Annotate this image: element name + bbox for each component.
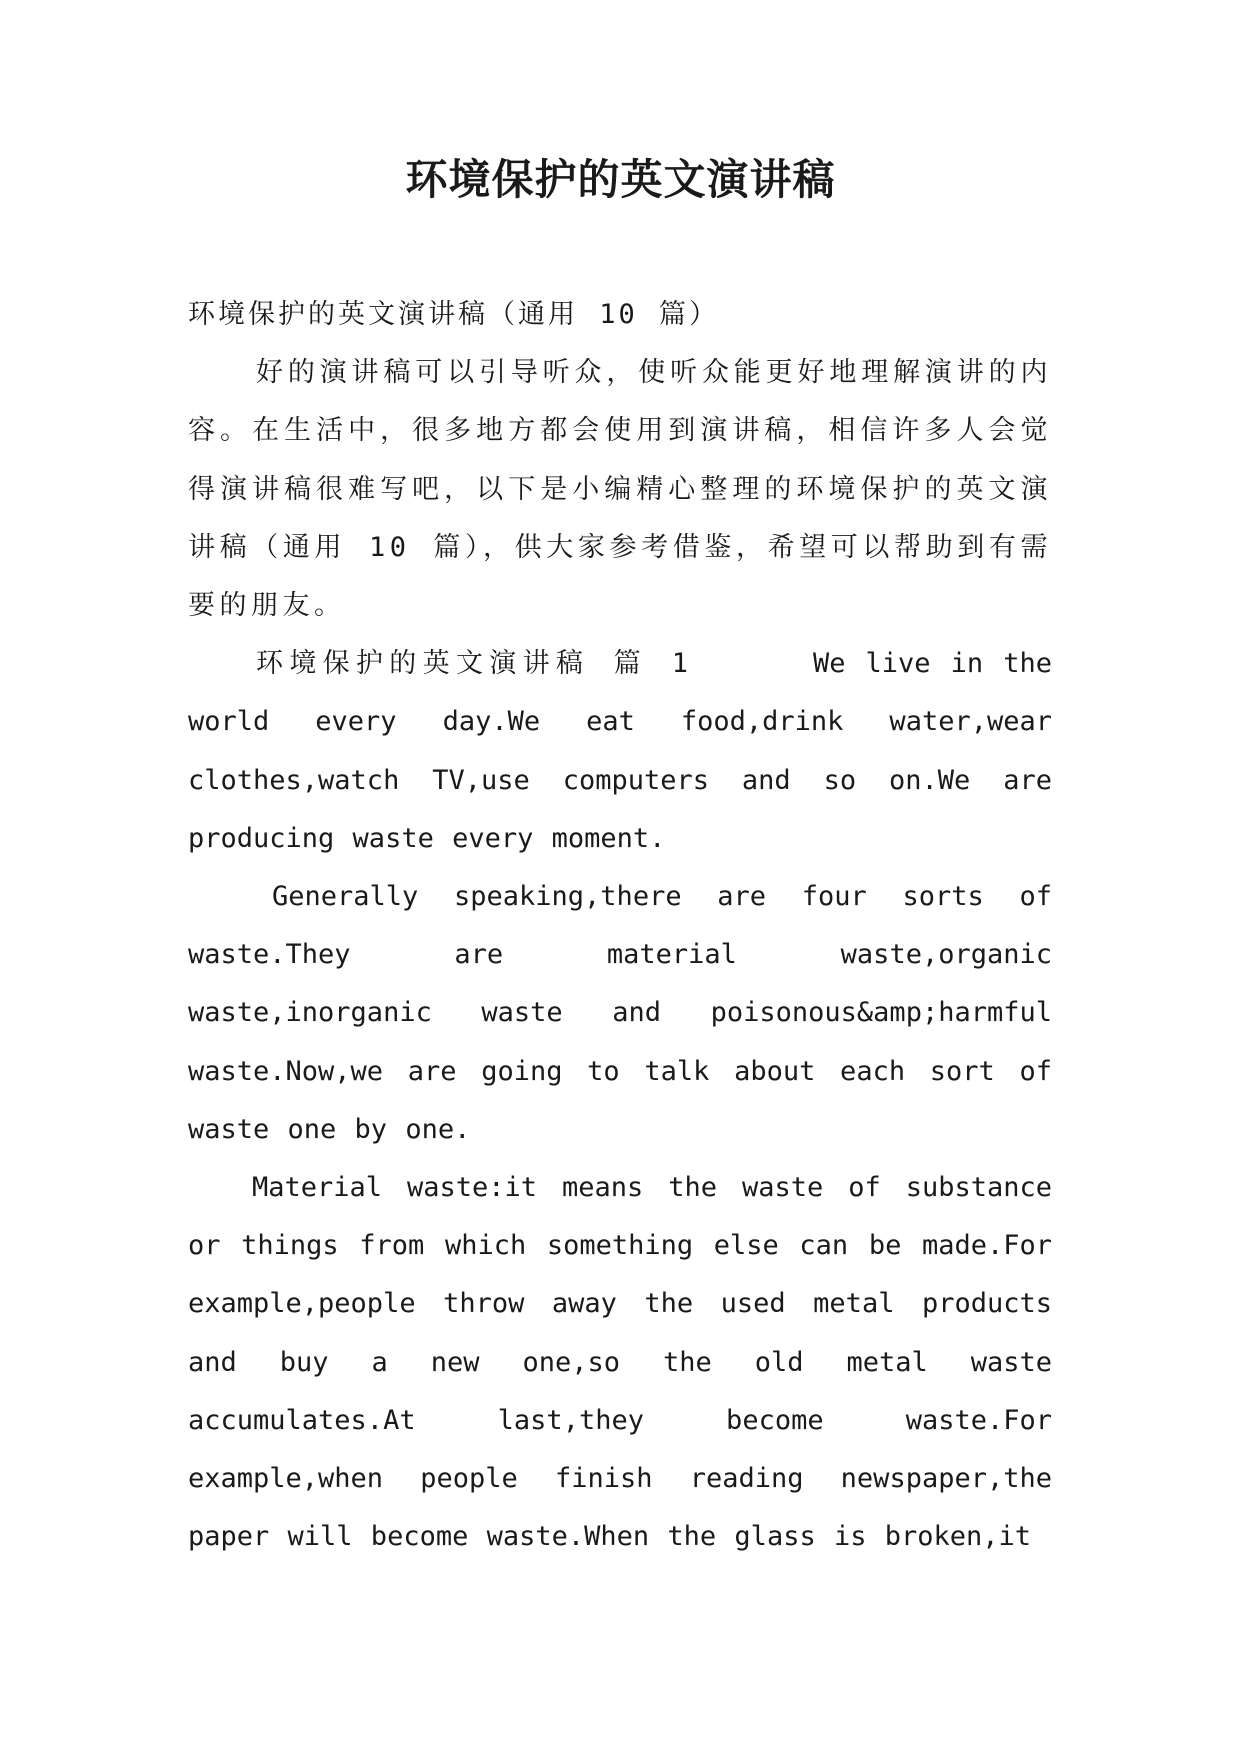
section-paragraph-1 [188,635,1052,868]
document-body [188,286,1052,1566]
document-subtitle: 环境保护的英文演讲稿（通用 10 篇） [188,299,720,330]
document-title: 环境保护的英文演讲稿 [405,155,836,204]
paragraph-3: Material waste:it means the waste of substance or things from which something else can be made.For example,people throw away the used metal products and buy a new one,so the old metal waste accumulates.At last,they become waste.For example,when people finish reading newspaper,the paper will become waste.When the glass is broken,it [188,1172,1052,1553]
paragraph-2: Generally speaking,there are four sorts of waste.They are material waste,organic waste,inorganic waste and poisonous&amp;harmful waste.Now,we are going to talk about each sort of waste one by one. [188,881,1052,1145]
paragraph-1-text: We live in the world every day.We eat food,drink water,wear clothes,watch TV,use computers and so on.We are producing waste every moment. [188,648,1052,854]
intro-paragraph: 好的演讲稿可以引导听众，使听众能更好地理解演讲的内容。在生活中，很多地方都会使用到演讲稿，相信许多人会觉得演讲稿很难写吧，以下是小编精心整理的环境保护的英文演讲稿（通用 10 篇），供大家参考借鉴，希望可以帮助到有需要的朋友。 [188,357,1052,622]
section-heading: 环境保护的英文演讲稿 篇 1 [256,648,693,680]
